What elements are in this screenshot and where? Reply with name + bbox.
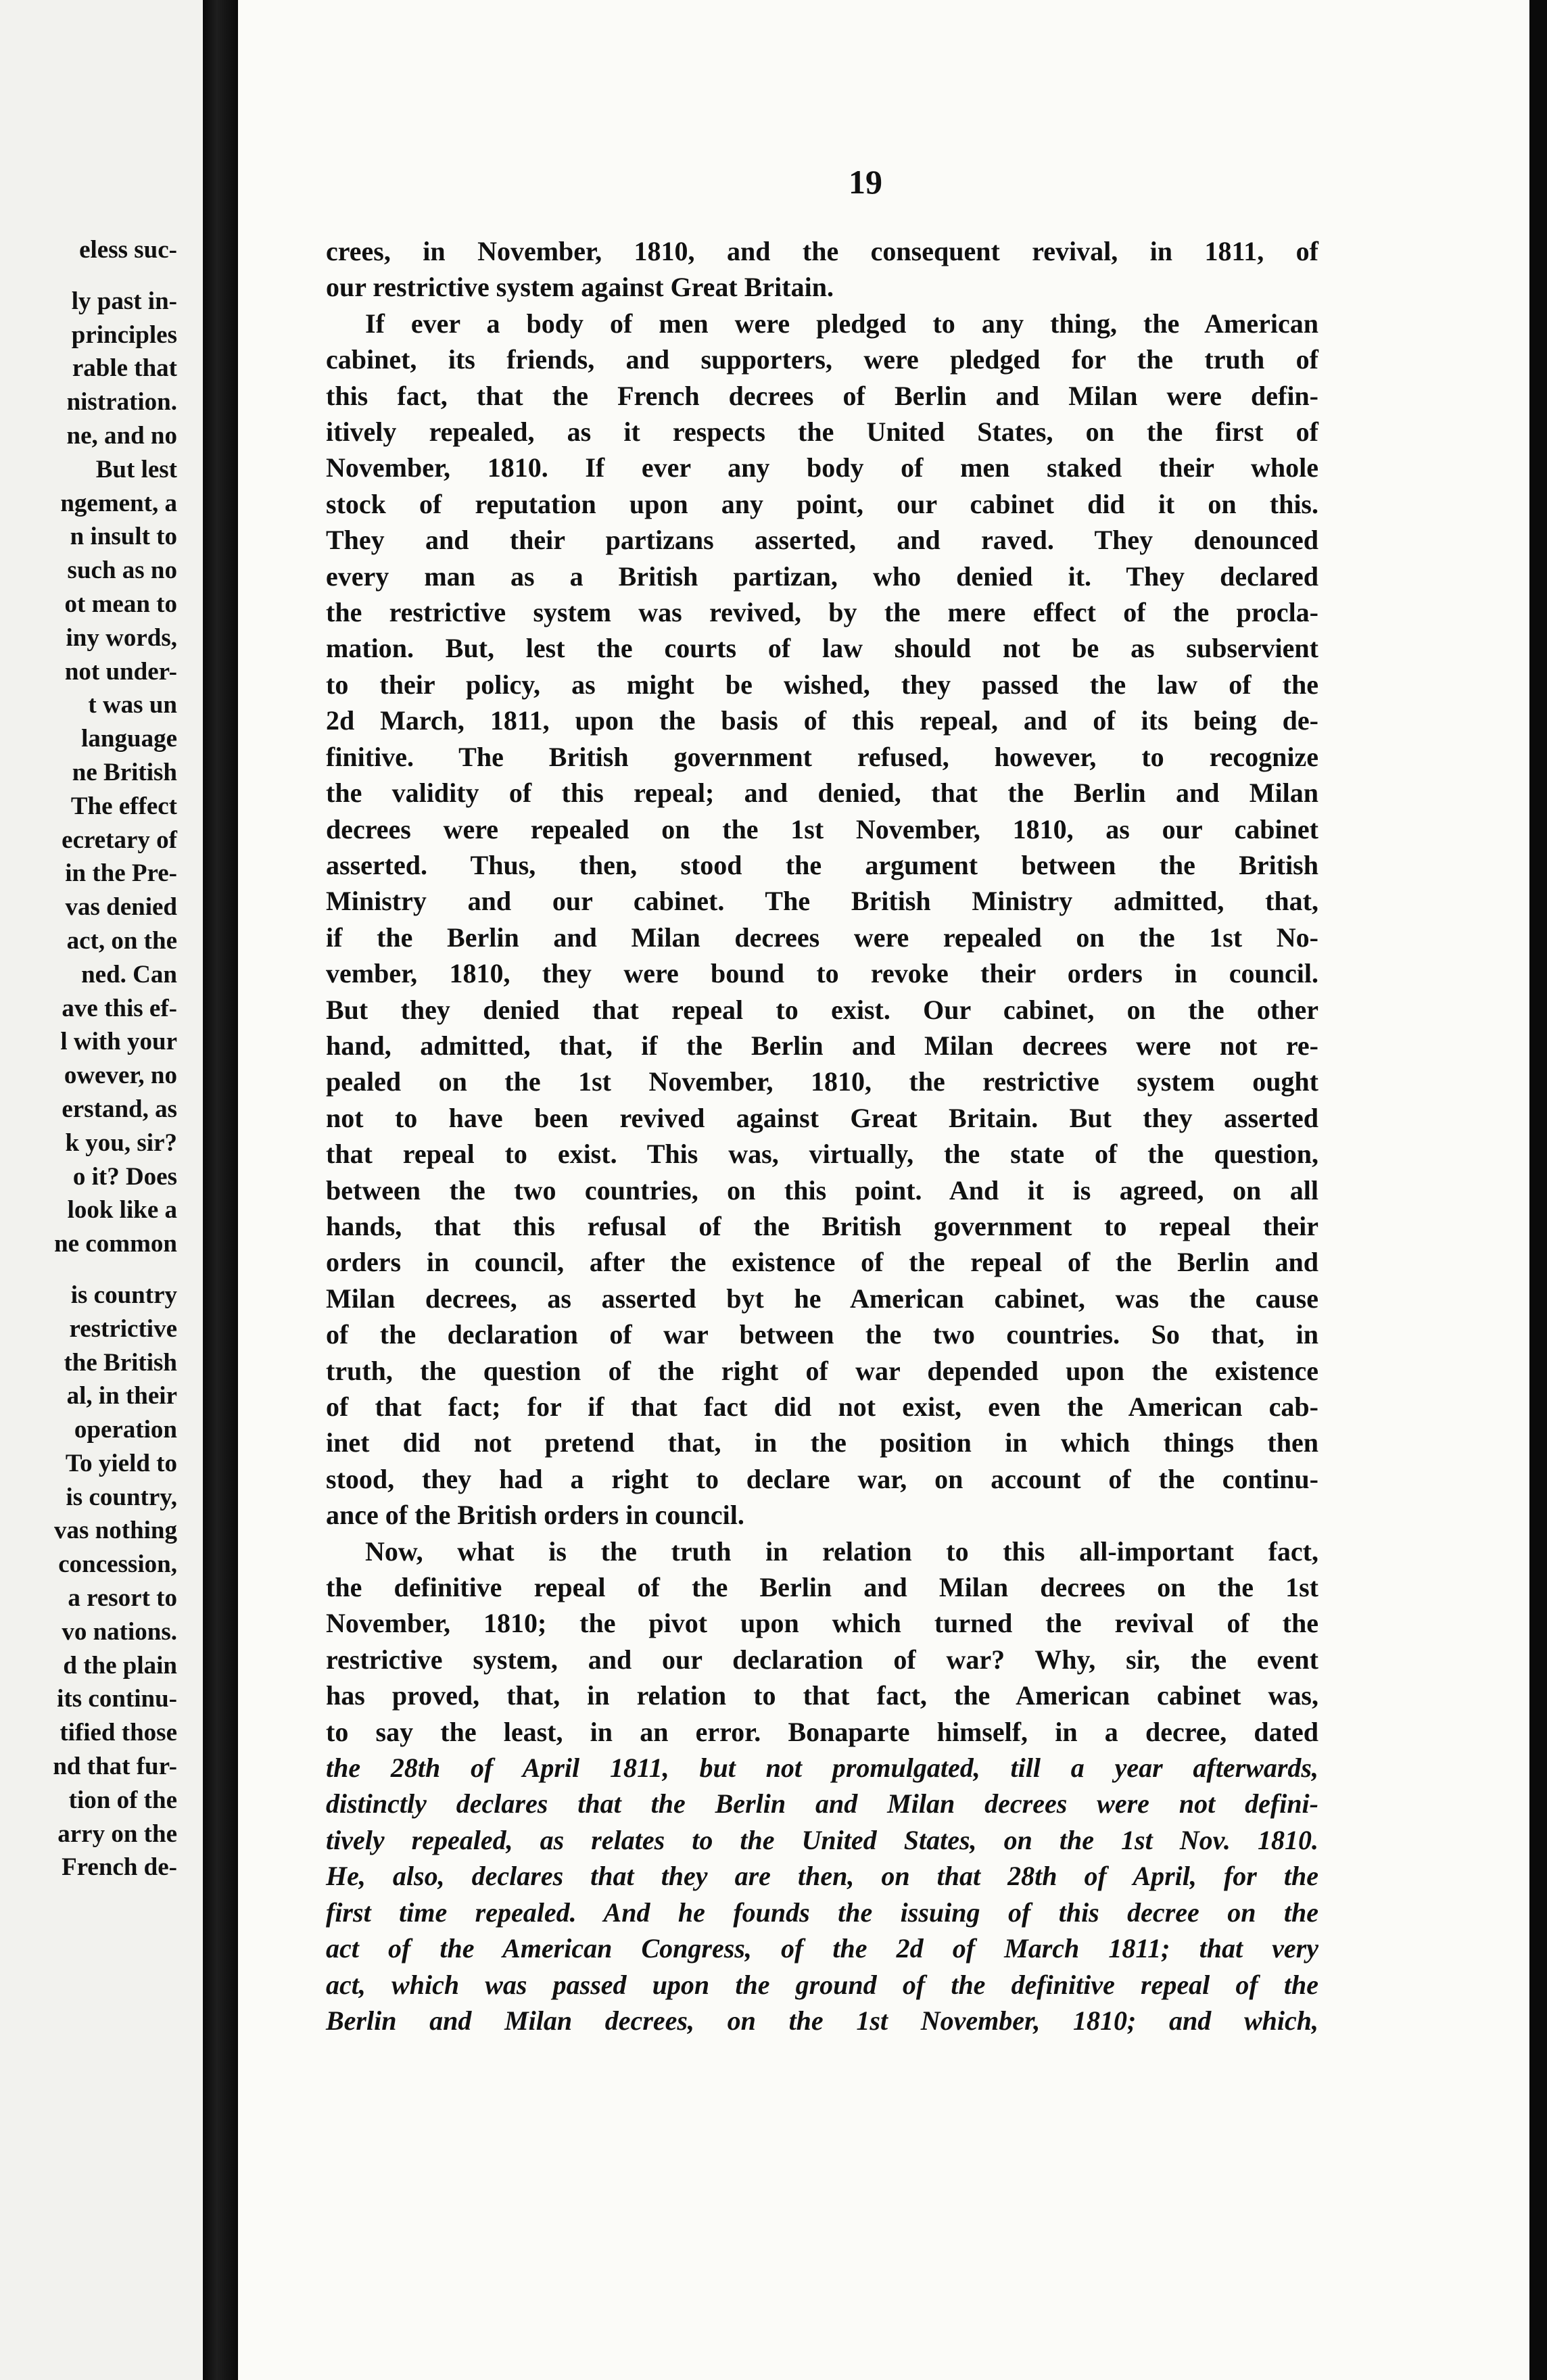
body-line: November, 1810; the pivot upon which turned the revival of the (326, 1608, 1318, 1639)
left-line: tified those (60, 1719, 177, 1747)
left-line: ot mean to (64, 590, 177, 618)
body-line: the 28th of April 1811, but not promulgated, till a year afterwards, (326, 1753, 1318, 1784)
body-line: our restrictive system against Great Britain. (326, 272, 834, 303)
left-page-text-column (0, 233, 177, 1884)
left-line: ave this ef- (62, 994, 177, 1022)
left-line: vo nations. (62, 1617, 177, 1646)
left-line: o it? Does (72, 1162, 177, 1191)
body-line: to their policy, as might be wished, they passed the law of the (326, 669, 1318, 700)
body-line: Berlin and Milan decrees, on the 1st November, 1810; and which, (326, 2005, 1318, 2036)
body-line: November, 1810. If ever any body of men staked their whole (326, 452, 1318, 483)
body-line: 2d March, 1811, upon the basis of this repeal, and of its being de- (326, 705, 1318, 736)
body-line: Now, what is the truth in relation to this all-important fact, (365, 1536, 1318, 1567)
left-line: such as no (67, 556, 177, 585)
body-line: asserted. Thus, then, stood the argument between the British (326, 849, 1318, 880)
left-line: rable that (72, 354, 177, 383)
body-line: to say the least, in an error. Bonaparte himself, in a decree, dated (326, 1716, 1318, 1747)
left-line: nistration. (66, 388, 177, 416)
left-line: not under- (64, 657, 177, 686)
body-line: pealed on the 1st November, 1810, the restrictive system ought (326, 1066, 1318, 1097)
body-line: orders in council, after the existence of the repeal of the Berlin and (326, 1247, 1318, 1278)
right-page (238, 0, 1529, 2380)
left-line: ne British (72, 758, 177, 786)
left-line: principles (71, 320, 177, 349)
body-line: hand, admitted, that, if the Berlin and Milan decrees were not re- (326, 1030, 1318, 1061)
left-line: look like a (67, 1196, 177, 1224)
body-line: act, which was passed upon the ground of the definitive repeal of the (326, 1969, 1318, 2000)
body-line: Milan decrees, as asserted byt he American cabinet, was the cause (326, 1283, 1318, 1314)
left-line: arry on the (57, 1819, 177, 1848)
body-line: of the declaration of war between the two countries. So that, in (326, 1319, 1318, 1350)
body-line: not to have been revived against Great Britain. But they asserted (326, 1102, 1318, 1133)
body-line: the validity of this repeal; and denied, that the Berlin and Milan (326, 778, 1318, 809)
body-line: If ever a body of men were pledged to any thing, the American (365, 308, 1318, 339)
left-line: language (81, 725, 177, 753)
body-line: cabinet, its friends, and supporters, were pledged for the truth of (326, 344, 1318, 375)
left-line: French de- (62, 1853, 177, 1882)
left-line: owever, no (64, 1062, 177, 1090)
body-line: hands, that this refusal of the British government to repeal their (326, 1210, 1318, 1241)
left-line-gap (0, 1261, 177, 1279)
left-line: operation (74, 1416, 177, 1444)
left-line: eless suc- (79, 236, 177, 264)
body-line: He, also, declares that they are then, on that 28th of April, for the (326, 1861, 1318, 1892)
left-line: ne common (54, 1230, 177, 1258)
left-line: vas nothing (54, 1517, 177, 1545)
left-line: n insult to (70, 523, 177, 551)
body-line: every man as a British partizan, who denied it. They declared (326, 561, 1318, 592)
body-line: truth, the question of the right of war depended upon the existence (326, 1355, 1318, 1386)
left-line: ngement, a (60, 489, 177, 517)
left-line: al, in their (66, 1382, 177, 1410)
body-text (326, 233, 1318, 2039)
body-line: finitive. The British government refused, however, to recognize (326, 741, 1318, 772)
left-line: erstand, as (62, 1095, 177, 1123)
left-line: l with your (60, 1028, 177, 1056)
left-line: t was un (88, 691, 177, 719)
left-line: is country, (66, 1483, 177, 1511)
body-line: this fact, that the French decrees of Berlin and Milan were defin- (326, 380, 1318, 411)
body-line: They and their partizans asserted, and raved. They denounced (326, 525, 1318, 556)
page-gutter (203, 0, 238, 2380)
left-line: restrictive (69, 1314, 177, 1343)
body-line: the definitive repeal of the Berlin and Milan decrees on the 1st (326, 1572, 1318, 1603)
body-line: that repeal to exist. This was, virtually, the state of the question, (326, 1139, 1318, 1170)
left-line: k you, sir? (65, 1128, 177, 1157)
left-line: ly past in- (71, 287, 177, 315)
body-line: crees, in November, 1810, and the consequent revival, in 1811, of (326, 236, 1318, 266)
left-line: the British (64, 1348, 177, 1377)
body-line: vember, 1810, they were bound to revoke their orders in council. (326, 958, 1318, 989)
body-line: restrictive system, and our declaration of war? Why, sir, the event (326, 1644, 1318, 1675)
left-line: iny words, (66, 623, 177, 652)
body-line: has proved, that, in relation to that fact, the American cabinet was, (326, 1680, 1318, 1711)
body-line: the restrictive system was revived, by the mere effect of the procla- (326, 597, 1318, 628)
left-line: concession, (58, 1550, 177, 1579)
body-line: But they denied that repeal to exist. Our cabinet, on the other (326, 994, 1318, 1025)
body-line: distinctly declares that the Berlin and Milan decrees were not defini- (326, 1788, 1318, 1819)
left-line: act, on the (66, 926, 177, 955)
left-line: is country (70, 1281, 177, 1309)
left-line: its continu- (57, 1685, 177, 1713)
left-page (0, 0, 203, 2380)
body-line: mation. But, lest the courts of law should not be as subservient (326, 633, 1318, 664)
body-line: if the Berlin and Milan decrees were repealed on the 1st No- (326, 922, 1318, 953)
body-line: ance of the British orders in council. (326, 1500, 744, 1531)
body-line: itively repealed, as it respects the United States, on the first of (326, 416, 1318, 448)
body-line: stood, they had a right to declare war, on account of the continu- (326, 1463, 1318, 1494)
body-line: of that fact; for if that fact did not exist, even the American cab- (326, 1391, 1318, 1422)
left-line: The effect (70, 792, 177, 820)
body-line: inet did not pretend that, in the position in which things then (326, 1427, 1318, 1458)
left-line: ned. Can (81, 960, 177, 989)
left-line: To yield to (65, 1449, 177, 1477)
body-line: act of the American Congress, of the 2d of March 1811; that very (326, 1933, 1318, 1964)
body-line: Ministry and our cabinet. The British Ministry admitted, that, (326, 886, 1318, 917)
left-line: ecretary of (62, 826, 177, 854)
left-line: vas denied (65, 893, 177, 922)
body-line: tively repealed, as relates to the United States, on the 1st Nov. 1810. (326, 1824, 1318, 1855)
left-line: d the plain (63, 1651, 177, 1680)
page-number: 19 (849, 163, 882, 201)
left-line: tion of the (68, 1786, 177, 1814)
left-line: a resort to (68, 1584, 177, 1613)
left-line: nd that fur- (53, 1753, 177, 1781)
body-line: first time repealed. And he founds the issuing of this decree on the (326, 1897, 1318, 1928)
left-line: in the Pre- (65, 859, 177, 888)
left-line: ne, and no (66, 421, 177, 450)
right-page-edge (1529, 0, 1547, 2380)
body-line: stock of reputation upon any point, our cabinet did it on this. (326, 488, 1318, 519)
left-line-gap (0, 267, 177, 285)
body-line: decrees were repealed on the 1st November, 1810, as our cabinet (326, 813, 1318, 844)
left-line: But lest (95, 455, 177, 483)
body-line: between the two countries, on this point. And it is agreed, on all (326, 1174, 1318, 1206)
